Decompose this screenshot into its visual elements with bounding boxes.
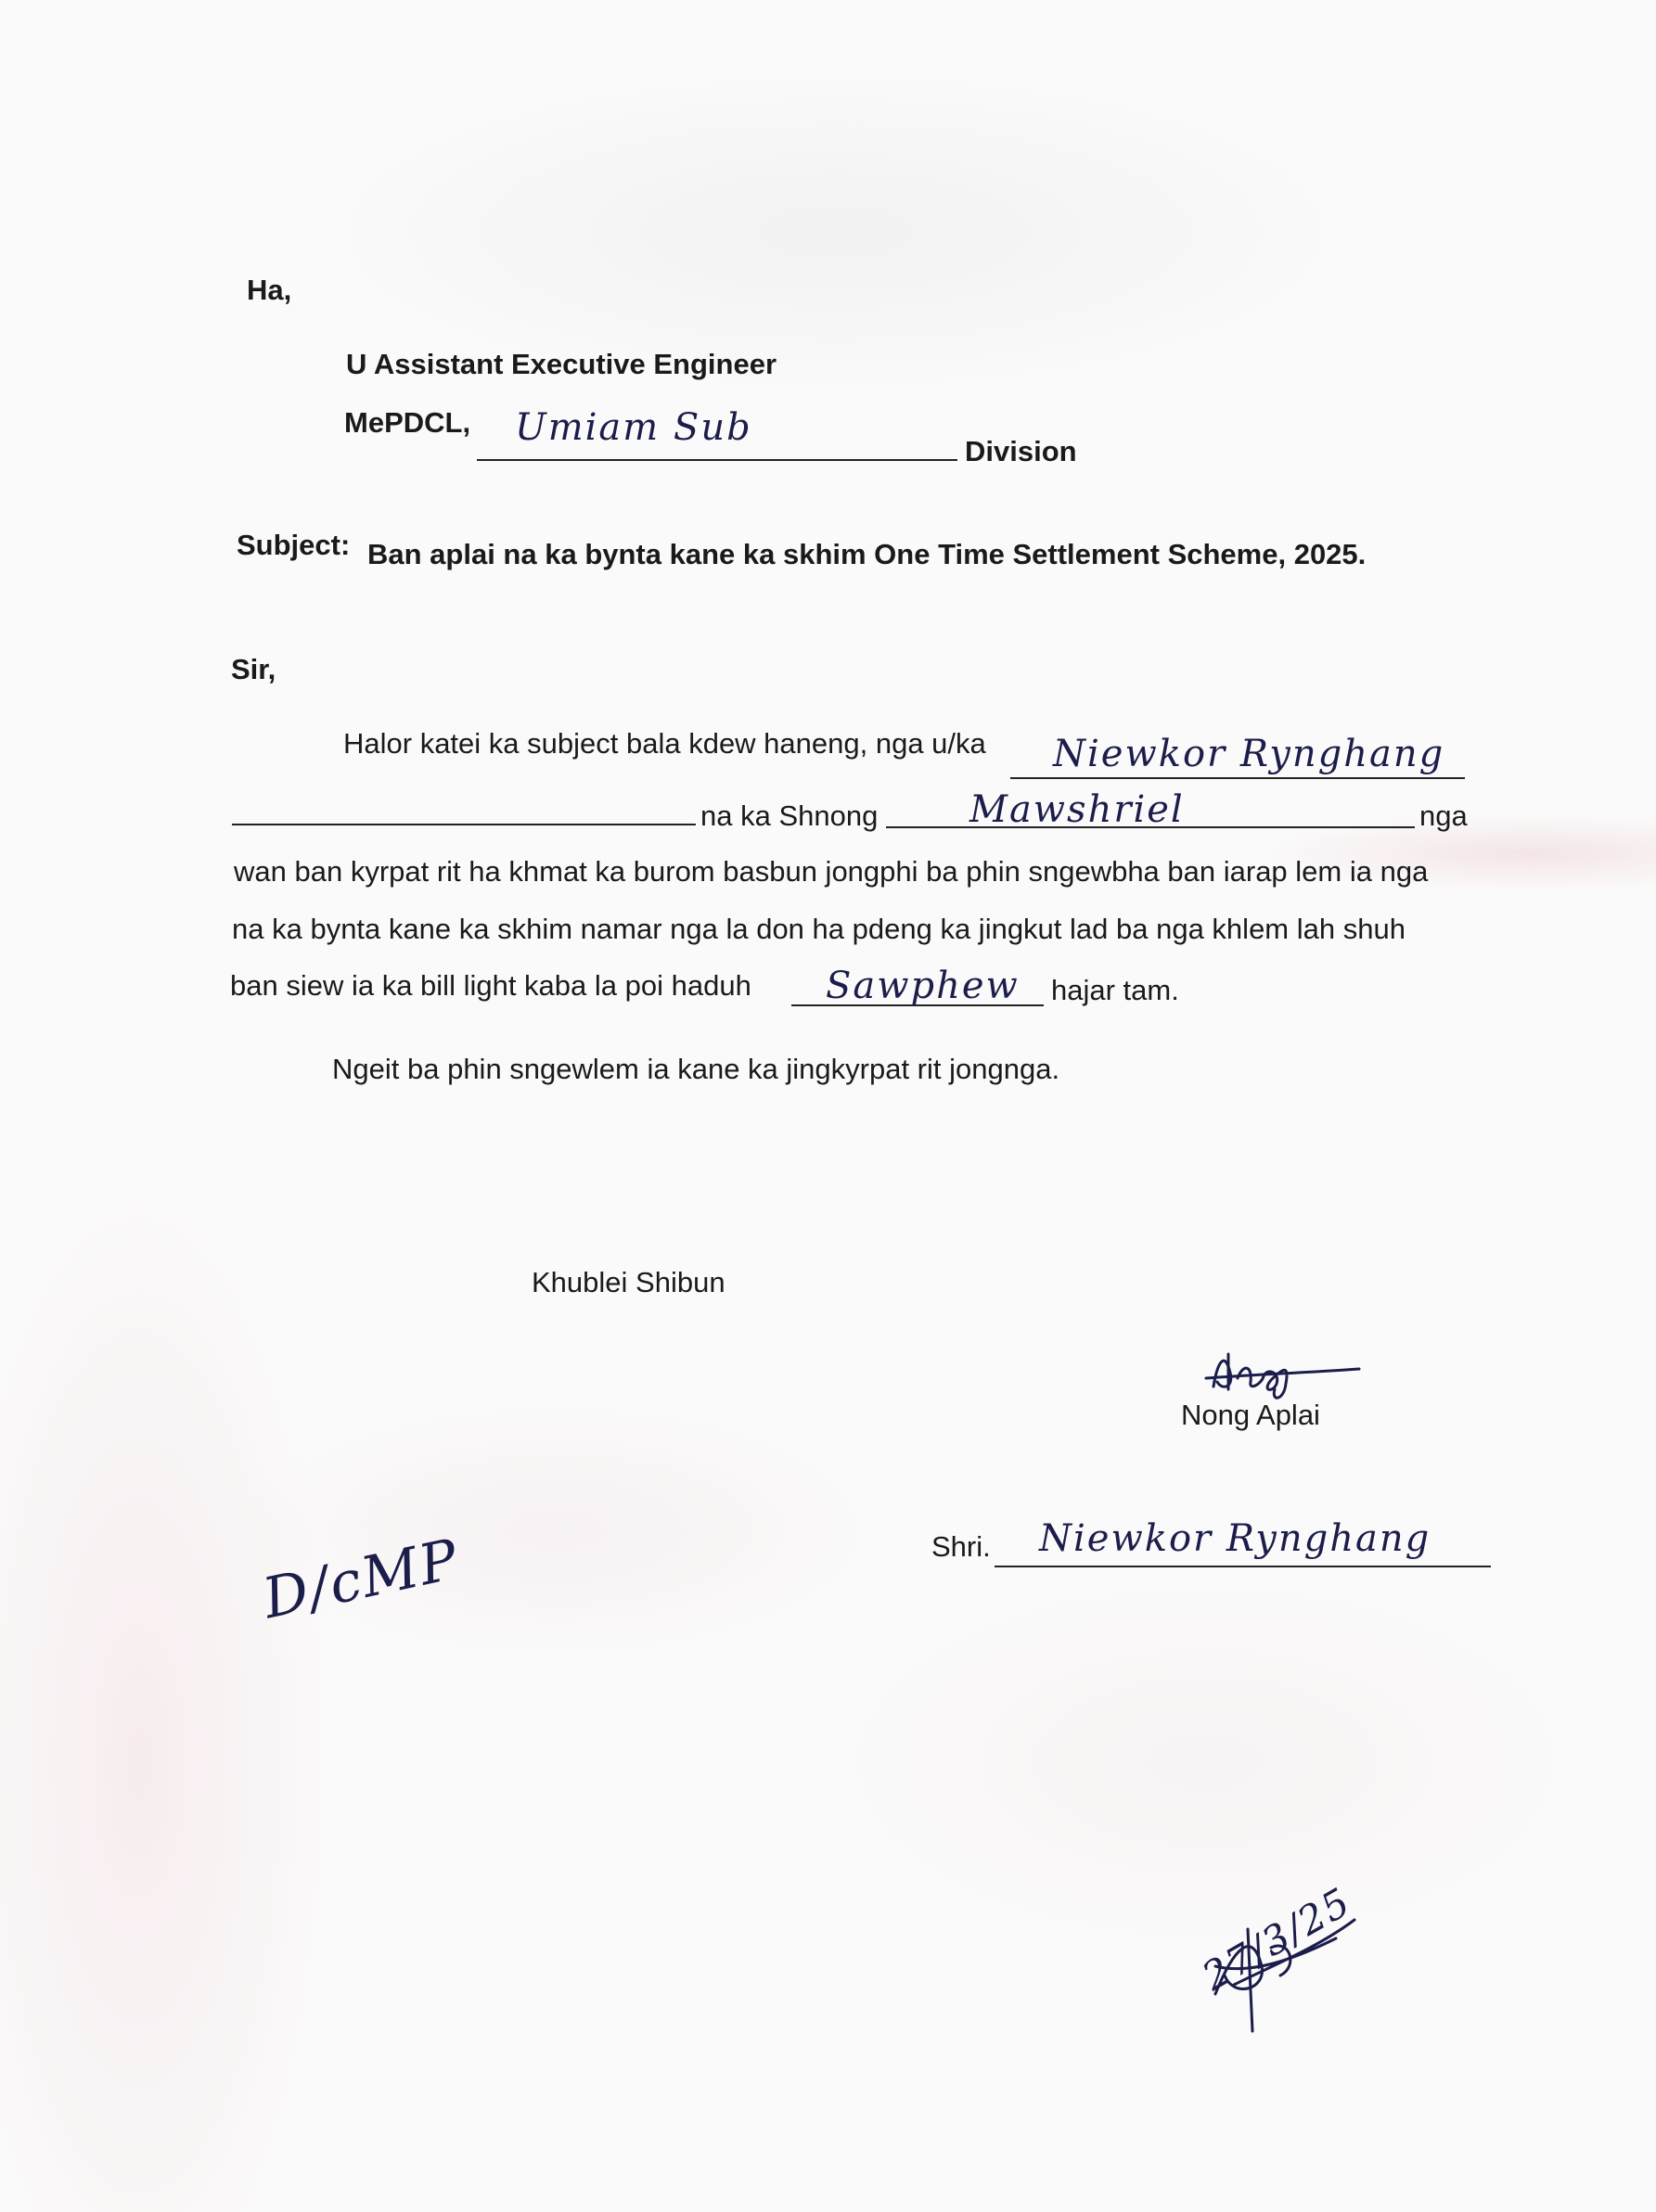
recipient-title: U Assistant Executive Engineer xyxy=(346,348,777,380)
body-line-2-a: na ka Shnong xyxy=(700,799,879,832)
body-line-3: wan ban kyrpat rit ha khmat ka burom basbun jongphi ba phin sngewbha ban iarap lem ia nga xyxy=(234,855,1429,888)
greeting: Sir, xyxy=(231,653,276,685)
shri-name-handwritten: Niewkor Rynghang xyxy=(1039,1517,1431,1560)
body-line-2-b: nga xyxy=(1419,799,1468,832)
margin-note-handwritten: D/cMP xyxy=(257,1527,466,1632)
signature-label: Nong Aplai xyxy=(1181,1399,1320,1431)
thanks: Khublei Shibun xyxy=(532,1266,725,1298)
village-handwritten: Mawshriel xyxy=(969,788,1185,831)
amount-handwritten: Sawphew xyxy=(826,965,1020,1007)
body-line-1: Halor katei ka subject bala kdew haneng, nga u/ka xyxy=(343,727,986,760)
date-initials-handwritten: 27/3/25 xyxy=(1194,1878,1359,2000)
name-continuation-blank-line xyxy=(232,824,696,825)
subject-text: Ban aplai na ka bynta kane ka skhim One Time Settlement Scheme, 2025. xyxy=(367,538,1367,570)
body-line-4: na ka bynta kane ka skhim namar nga la don ha pdeng ka jingkut lad ba nga khlem lah shuh xyxy=(232,913,1406,945)
subdivision-blank-line xyxy=(477,459,957,461)
subject-label: Subject: xyxy=(237,529,351,561)
body-line-5-b: hajar tam. xyxy=(1051,974,1179,1006)
shri-name-blank-line xyxy=(995,1566,1491,1567)
applicant-name-blank-line xyxy=(1010,777,1465,779)
subdivision-handwritten: Umiam Sub xyxy=(515,406,752,449)
applicant-name-handwritten: Niewkor Rynghang xyxy=(1053,733,1445,775)
recipient-org-suffix: Division xyxy=(965,435,1077,467)
closing-line: Ngeit ba phin sngewlem ia kane ka jingkyrpat rit jongnga. xyxy=(332,1053,1060,1085)
recipient-org-prefix: MePDCL, xyxy=(344,406,471,439)
shri-label: Shri. xyxy=(931,1530,991,1563)
body-line-5-a: ban siew ia ka bill light kaba la poi haduh xyxy=(230,969,751,1002)
salutation-to: Ha, xyxy=(247,274,292,306)
